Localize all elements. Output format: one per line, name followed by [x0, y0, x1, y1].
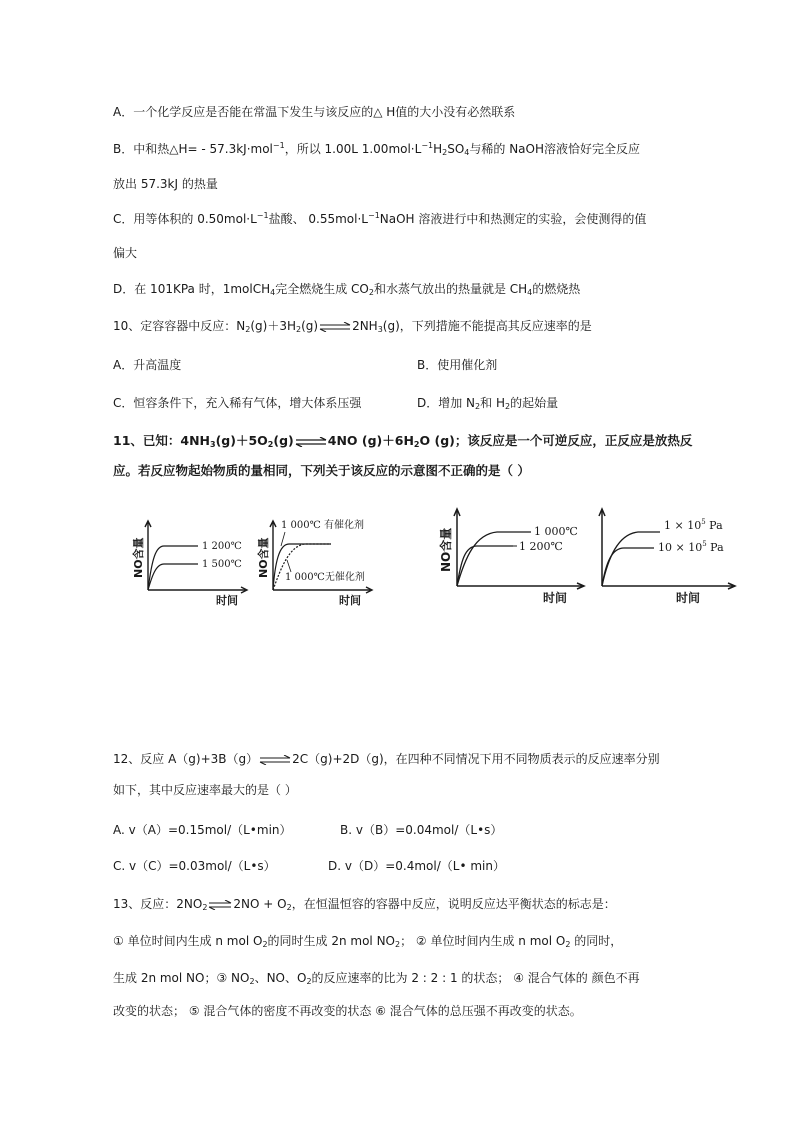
q11-stem-line2: 应。若反应物起始物质的量相同，下列关于该反应的示意图不正确的是（ ） [113, 463, 530, 478]
q10-option-b: B．使用催化剂 [417, 358, 498, 372]
q9-option-d: D．在 101KPa 时，1molCH$_4$完全燃烧生成 $CO_2$和水蒸气放出的热量就是 $CH_4$的燃烧热 [113, 282, 581, 297]
curve-bottom-label: 1 500℃ [202, 559, 242, 570]
y-axis-label: NO含量 [132, 537, 145, 578]
q9-option-c-line1: C．用等体积的 $0.50mol\cdot L^{-1}$盐酸、 $0.55mol\cdot L^{-1}NaOH$ 溶液进行中和热测定的实验，会使测得的值 [113, 211, 647, 226]
curve-top-label: 1 200℃ [202, 541, 242, 552]
q13-condition-line2: 生成 2n mol NO；③ $NO_2$、NO、$O_2$的反应速率的比为 2 : 2 : 1 的状态； ④ 混合气体的 颜色不再 [113, 971, 640, 986]
q10-option-d: D．增加 $N_2$和 $H_2$的起始量 [417, 396, 559, 411]
q13-condition-line1: ① 单位时间内生成 n mol $O_2$的同时生成 2n mol $NO_2$； ② 单位时间内生成 n mol $O_2$ 的同时， [113, 934, 623, 949]
q12-stem-line1: 12、反应 A（g)+3B（g） 2C（g)+2D（g)，在四种不同情况下用不同物质表示的反应速率分别 [113, 752, 660, 766]
equilibrium-arrow-icon [258, 755, 292, 765]
curve-top [602, 532, 660, 586]
curve-no-catalyst-label: 1 000℃无催化剂 [285, 572, 365, 583]
y-axis-label: NO含量 [439, 527, 453, 572]
curve-catalyst-label: 1 000℃ 有催化剂 [281, 520, 364, 531]
curve-bottom [457, 546, 513, 586]
x-axis-label: 时间 [543, 591, 568, 605]
q10-option-a: A．升高温度 [113, 358, 182, 372]
q9-option-c-line2: 偏大 [113, 246, 138, 260]
q12-stem-line2: 如下，其中反应速率最大的是（ ） [113, 783, 297, 797]
curve-bottom-label: $10 \times 10^5$ Pa [658, 540, 724, 554]
equilibrium-arrow-icon [207, 900, 233, 910]
equilibrium-arrow-icon [318, 322, 352, 332]
q13-condition-line3: 改变的状态； ⑤ 混合气体的密度不再改变的状态 ⑥ 混合气体的总压强不再改变的状态。 [113, 1004, 582, 1018]
q12-option-c: C. v（C）=0.03mol/（L•s） [113, 859, 276, 873]
equilibrium-arrow-icon [294, 437, 328, 447]
curve-bottom [602, 548, 654, 586]
curve-no-catalyst [273, 544, 331, 590]
curve-top-label: 1 000℃ [534, 525, 578, 538]
q11-graph-1 [130, 518, 250, 610]
q9-option-a: A．一个化学反应是否能在常温下发生与该反应的△ H值的大小没有必然联系 [113, 105, 516, 119]
q11-graph-2 [255, 518, 375, 610]
q12-option-a: A. v（A）=0.15mol/（L•min） [113, 823, 292, 837]
q11-stem-line1: 11、已知：$4NH_3(g)+5O_2(g)$ 4NO $(g)+6H_2O$ (g)；该反应是一个可逆反应，正反应是放热反 [113, 433, 693, 449]
x-axis-label: 时间 [676, 591, 701, 605]
q10-option-c: C．恒容条件下，充入稀有气体，增大体系压强 [113, 396, 362, 410]
graph-axes [145, 521, 247, 593]
q12-option-b: B. v（B）=0.04mol/（L•s） [340, 823, 503, 837]
x-axis-label: 时间 [339, 594, 361, 607]
curve-top [148, 546, 198, 590]
q13-stem: 13、反应：$2NO_2$ $2NO + O_2$，在恒温恒容的容器中反应，说明反应达平衡状态的标志是： [113, 897, 616, 912]
q10-stem: 10、定容容器中反应：$N_2(g)+3H_2(g)$ $2NH_3(g)$，下列措施不能提高其反应速率的是 [113, 319, 592, 334]
q12-option-d: D. v（D）=0.4mol/（L• min） [328, 859, 505, 873]
q9-option-b-line1: B．中和热△H= - 57.3kJ·mol$^{-1}$，所以 1.00L $1.00mol\cdot L^{-1}H_2SO_4$与稀的 NaOH溶液恰好完全反应 [113, 141, 641, 157]
x-axis-label: 时间 [216, 594, 238, 607]
curve-bottom [148, 564, 198, 590]
q11-graph-4 [594, 506, 744, 610]
q11-graph-3 [437, 506, 587, 610]
y-axis-label: NO含量 [257, 537, 270, 578]
q9-option-b-line2: 放出 57.3kJ 的热量 [113, 177, 218, 191]
curve-bottom-label: 1 200℃ [519, 540, 563, 553]
curve-top-label: $1 \times 10^5$ Pa [664, 518, 723, 532]
